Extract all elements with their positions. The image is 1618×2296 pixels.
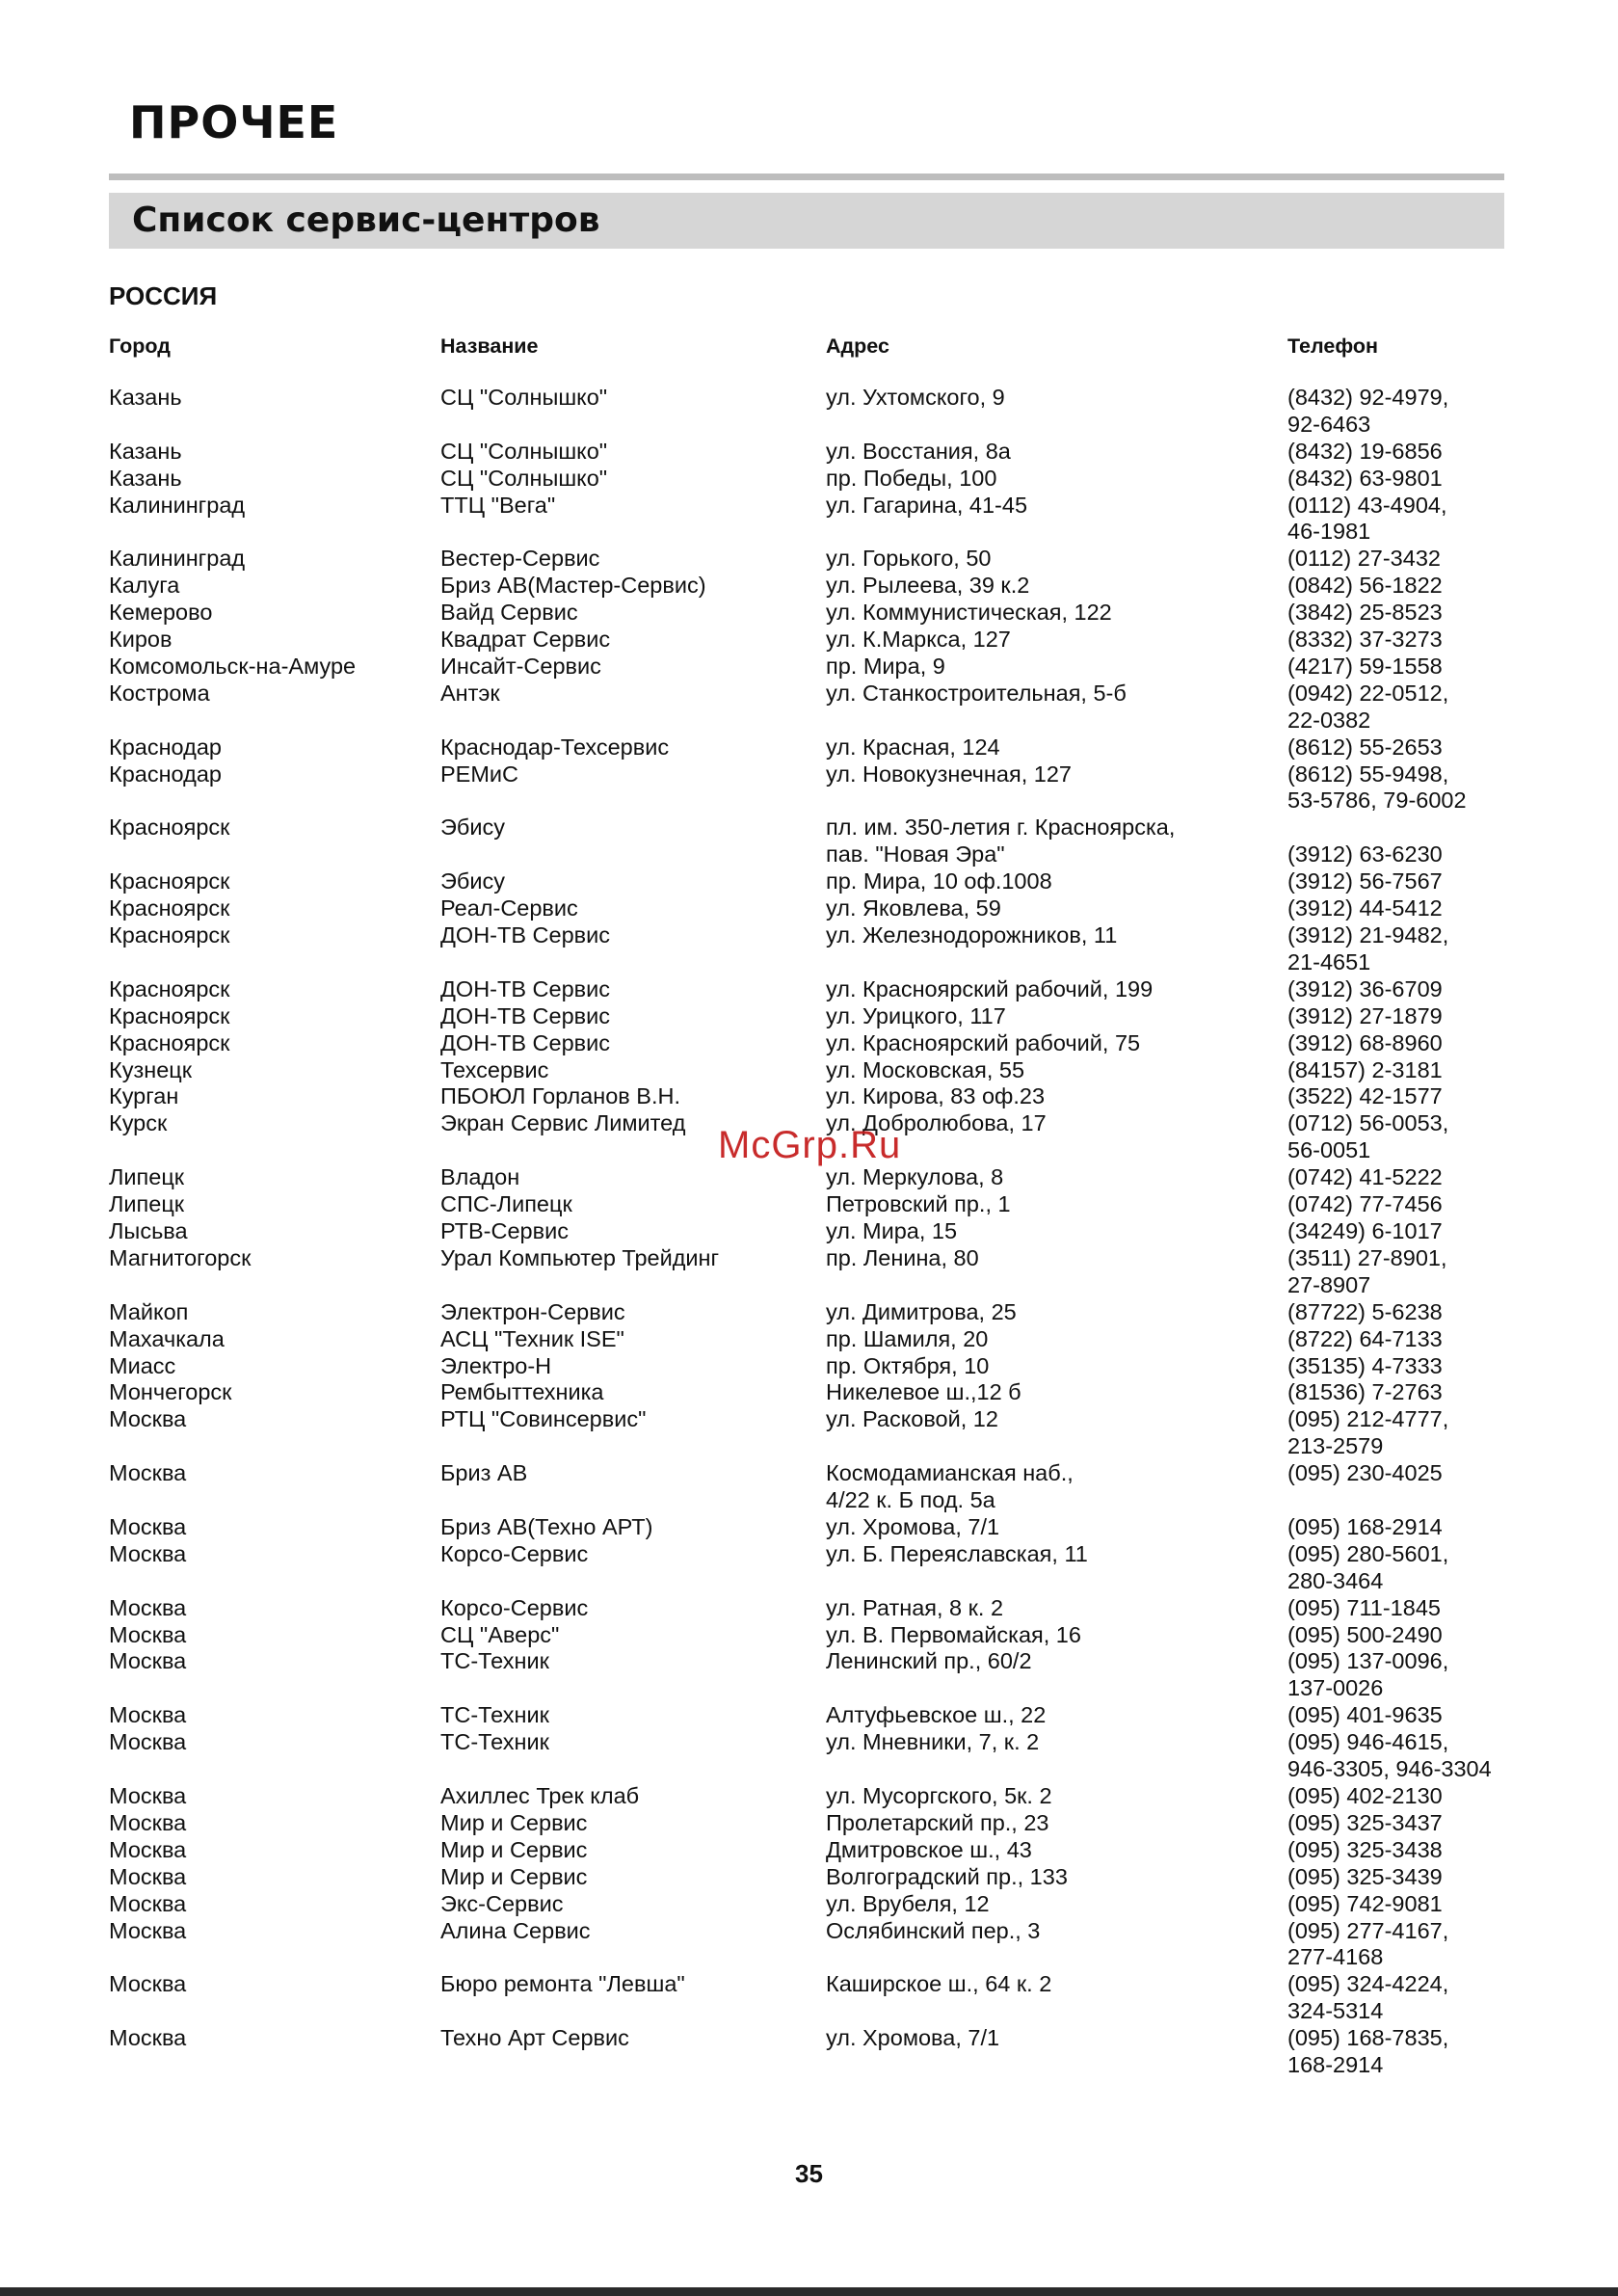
cell-city: Магнитогорск bbox=[109, 1244, 252, 1270]
cell-address: ул. Красноярский рабочий, 75 bbox=[826, 1029, 1141, 1055]
table-row bbox=[109, 1030, 1516, 1057]
page-bottom-edge bbox=[0, 2287, 1618, 2296]
cell-city: Липецк bbox=[109, 1191, 185, 1217]
table-row bbox=[109, 1864, 1516, 1891]
cell-phone: (095) 168-7835, 168-2914 bbox=[1287, 2025, 1449, 2078]
cell-address: ул. Мира, 15 bbox=[826, 1217, 958, 1243]
cell-address: ул. Меркулова, 8 bbox=[826, 1164, 1004, 1190]
cell-address: Ослябинский пер., 3 bbox=[826, 1917, 1041, 1943]
cell-city: Москва bbox=[109, 1783, 187, 1809]
cell-phone: (3842) 25-8523 bbox=[1287, 600, 1443, 626]
cell-address: ул. Димитрова, 25 bbox=[826, 1298, 1017, 1324]
service-center-table bbox=[109, 334, 1516, 2079]
cell-city: Красноярск bbox=[109, 922, 230, 948]
cell-city: Курск bbox=[109, 1110, 168, 1136]
cell-name: Мир и Сервис bbox=[440, 1809, 588, 1835]
cell-city: Москва bbox=[109, 2025, 187, 2051]
cell-city: Калининград bbox=[109, 546, 246, 572]
cell-address: ул. Гагарина, 41-45 bbox=[826, 492, 1028, 518]
cell-address: ул. Врубеля, 12 bbox=[826, 1890, 990, 1916]
cell-name: РТЦ "Совинсервис" bbox=[440, 1406, 647, 1432]
cell-city: Комсомольск-на-Амуре bbox=[109, 653, 357, 679]
cell-phone: (34249) 6-1017 bbox=[1287, 1217, 1443, 1243]
cell-phone: (3522) 42-1577 bbox=[1287, 1083, 1443, 1109]
cell-city: Москва bbox=[109, 1702, 187, 1728]
cell-name: ТТЦ "Вега" bbox=[440, 492, 556, 518]
cell-name: СЦ "Аверс" bbox=[440, 1621, 560, 1647]
cell-name: Вестер-Сервис bbox=[440, 546, 600, 572]
cell-city: Махачкала bbox=[109, 1325, 225, 1351]
cell-address: пр. Мира, 10 оф.1008 bbox=[826, 868, 1052, 894]
subtitle: Список сервис-центров bbox=[132, 200, 600, 240]
cell-address: пр. Мира, 9 bbox=[826, 653, 945, 679]
table-row bbox=[109, 439, 1516, 466]
cell-phone: (8612) 55-9498, 53-5786, 79-6002 bbox=[1287, 761, 1467, 814]
cell-name: Техсервис bbox=[440, 1056, 549, 1082]
table-row bbox=[109, 1406, 1516, 1460]
cell-name: ДОН-ТВ Сервис bbox=[440, 975, 611, 1001]
table-row bbox=[109, 976, 1516, 1003]
cell-city: Калуга bbox=[109, 573, 180, 599]
cell-address: ул. Мусоргского, 5к. 2 bbox=[826, 1783, 1052, 1809]
cell-name: Бюро ремонта "Левша" bbox=[440, 1971, 685, 1997]
table-row bbox=[109, 681, 1516, 734]
table-row bbox=[109, 466, 1516, 493]
cell-address: Никелевое ш.,12 б bbox=[826, 1379, 1021, 1405]
cell-city: Казань bbox=[109, 465, 182, 491]
cell-address: Волгоградский пр., 133 bbox=[826, 1863, 1068, 1889]
table-row bbox=[109, 1218, 1516, 1245]
cell-phone: (8432) 19-6856 bbox=[1287, 438, 1443, 464]
cell-phone: (35135) 4-7333 bbox=[1287, 1352, 1443, 1378]
cell-name: Алина Сервис bbox=[440, 1917, 591, 1943]
table-row bbox=[109, 1783, 1516, 1810]
cell-name: Ахиллес Трек клаб bbox=[440, 1783, 640, 1809]
cell-address: ул. Ратная, 8 к. 2 bbox=[826, 1594, 1004, 1620]
cell-address: ул. Рылеева, 39 к.2 bbox=[826, 573, 1030, 599]
table-row bbox=[109, 600, 1516, 627]
cell-name: Мир и Сервис bbox=[440, 1836, 588, 1862]
cell-name: Корсо-Сервис bbox=[440, 1594, 589, 1620]
cell-city: Казань bbox=[109, 438, 182, 464]
cell-phone: (3912) 56-7567 bbox=[1287, 868, 1443, 894]
cell-phone: (095) 168-2914 bbox=[1287, 1513, 1443, 1539]
cell-city: Мончегорск bbox=[109, 1379, 232, 1405]
cell-phone: (8432) 92-4979, 92-6463 bbox=[1287, 384, 1449, 437]
country-heading: РОССИЯ bbox=[109, 281, 218, 310]
cell-name: РТВ-Сервис bbox=[440, 1217, 569, 1243]
table-row bbox=[109, 1648, 1516, 1702]
table-row bbox=[109, 1622, 1516, 1649]
cell-address: ул. В. Первомайская, 16 bbox=[826, 1621, 1081, 1647]
table-row bbox=[109, 546, 1516, 573]
cell-city: Москва bbox=[109, 1648, 187, 1674]
cell-address: ул. К.Маркса, 127 bbox=[826, 627, 1011, 653]
cell-phone: (0742) 41-5222 bbox=[1287, 1164, 1443, 1190]
table-row bbox=[109, 734, 1516, 761]
table-row bbox=[109, 385, 1516, 439]
cell-city: Калининград bbox=[109, 492, 246, 518]
table-row bbox=[109, 573, 1516, 600]
table-header bbox=[109, 334, 1516, 360]
cell-address: ул. Хромова, 7/1 bbox=[826, 1513, 1000, 1539]
table-row bbox=[109, 627, 1516, 654]
cell-phone: (095) 280-5601, 280-3464 bbox=[1287, 1540, 1449, 1593]
cell-address: Алтуфьевское ш., 22 bbox=[826, 1702, 1047, 1728]
cell-address: ул. Новокузнечная, 127 bbox=[826, 761, 1072, 787]
cell-name: Квадрат Сервис bbox=[440, 627, 611, 653]
table-row bbox=[109, 2025, 1516, 2079]
table-row bbox=[109, 1541, 1516, 1595]
cell-phone: (0842) 56-1822 bbox=[1287, 573, 1443, 599]
cell-phone: (3912) 44-5412 bbox=[1287, 895, 1443, 921]
table-row bbox=[109, 1164, 1516, 1191]
table-row bbox=[109, 1729, 1516, 1783]
cell-phone: (095) 325-3439 bbox=[1287, 1863, 1443, 1889]
cell-address: Пролетарский пр., 23 bbox=[826, 1809, 1049, 1835]
cell-name: Экс-Сервис bbox=[440, 1890, 564, 1916]
cell-city: Москва bbox=[109, 1809, 187, 1835]
cell-name: Антэк bbox=[440, 680, 500, 706]
cell-address: ул. Добролюбова, 17 bbox=[826, 1110, 1047, 1136]
cell-phone: (095) 402-2130 bbox=[1287, 1783, 1443, 1809]
cell-name: ДОН-ТВ Сервис bbox=[440, 1002, 611, 1028]
cell-city: Казань bbox=[109, 384, 182, 410]
cell-phone: (095) 325-3438 bbox=[1287, 1836, 1443, 1862]
table-row bbox=[109, 1245, 1516, 1299]
cell-address: Петровский пр., 1 bbox=[826, 1191, 1011, 1217]
cell-name: Вайд Сервис bbox=[440, 600, 578, 626]
cell-address: Ленинский пр., 60/2 bbox=[826, 1648, 1032, 1674]
cell-phone: (3912) 68-8960 bbox=[1287, 1029, 1443, 1055]
cell-phone: (095) 946-4615, 946-3305, 946-3304 bbox=[1287, 1729, 1492, 1782]
cell-name: Инсайт-Сервис bbox=[440, 653, 601, 679]
table-row bbox=[109, 1891, 1516, 1918]
page-number: 35 bbox=[795, 2159, 823, 2188]
table-row bbox=[109, 1810, 1516, 1837]
table-row bbox=[109, 1460, 1516, 1514]
cell-city: Москва bbox=[109, 1540, 187, 1566]
cell-phone: (0112) 27-3432 bbox=[1287, 546, 1441, 572]
cell-city: Киров bbox=[109, 627, 172, 653]
cell-phone: (8722) 64-7133 bbox=[1287, 1325, 1443, 1351]
cell-address: Дмитровское ш., 43 bbox=[826, 1836, 1032, 1862]
cell-phone: (0712) 56-0053, 56-0051 bbox=[1287, 1110, 1449, 1163]
cell-name: СПС-Липецк bbox=[440, 1191, 572, 1217]
cell-name: Электро-Н bbox=[440, 1352, 552, 1378]
cell-name: Бриз АВ bbox=[440, 1460, 528, 1486]
cell-city: Москва bbox=[109, 1917, 187, 1943]
cell-name: Бриз АВ(Мастер-Сервис) bbox=[440, 573, 706, 599]
cell-name: СЦ "Солнышко" bbox=[440, 438, 608, 464]
cell-city: Красноярск bbox=[109, 868, 230, 894]
table-row bbox=[109, 895, 1516, 922]
cell-phone: (4217) 59-1558 bbox=[1287, 653, 1443, 679]
cell-city: Кострома bbox=[109, 680, 210, 706]
table-row bbox=[109, 654, 1516, 681]
table-row bbox=[109, 1191, 1516, 1218]
cell-name: Эбису bbox=[440, 814, 505, 841]
table-row bbox=[109, 1003, 1516, 1030]
cell-city: Москва bbox=[109, 1594, 187, 1620]
cell-city: Краснодар bbox=[109, 761, 222, 787]
cell-address: пр. Ленина, 80 bbox=[826, 1244, 979, 1270]
cell-address: ул. Расковой, 12 bbox=[826, 1406, 998, 1432]
cell-phone: (87722) 5-6238 bbox=[1287, 1298, 1443, 1324]
cell-phone: (3912) 27-1879 bbox=[1287, 1002, 1443, 1028]
section-title: ПРОЧЕЕ bbox=[129, 96, 339, 148]
cell-phone: (3912) 21-9482, 21-4651 bbox=[1287, 922, 1449, 974]
cell-address: ул. Восстания, 8а bbox=[826, 438, 1011, 464]
cell-phone: (095) 325-3437 bbox=[1287, 1809, 1443, 1835]
table-row bbox=[109, 1971, 1516, 2025]
cell-name: Бриз АВ(Техно АРТ) bbox=[440, 1513, 653, 1539]
cell-address: Космодамианская наб., 4/22 к. Б под. 5а bbox=[826, 1460, 1074, 1513]
cell-address: ул. Кирова, 83 оф.23 bbox=[826, 1083, 1046, 1109]
cell-city: Красноярск bbox=[109, 975, 230, 1001]
cell-phone: (3912) 63-6230 bbox=[1287, 841, 1443, 868]
table-row bbox=[109, 922, 1516, 976]
cell-address: ул. Хромова, 7/1 bbox=[826, 2025, 1000, 2051]
cell-name: ПБОЮЛ Горланов В.Н. bbox=[440, 1083, 680, 1109]
cell-address: ул. Б. Переяславская, 11 bbox=[826, 1540, 1088, 1566]
header-city: Город bbox=[109, 334, 171, 358]
cell-name: ТС-Техник bbox=[440, 1648, 549, 1674]
table-row bbox=[109, 761, 1516, 815]
cell-address: ул. Горького, 50 bbox=[826, 546, 992, 572]
cell-name: Урал Компьютер Трейдинг bbox=[440, 1244, 720, 1270]
cell-name: ТС-Техник bbox=[440, 1702, 549, 1728]
cell-name: Мир и Сервис bbox=[440, 1863, 588, 1889]
subtitle-bar bbox=[109, 193, 1504, 249]
table-row bbox=[109, 1299, 1516, 1326]
cell-name: Реал-Сервис bbox=[440, 895, 578, 921]
cell-city: Краснодар bbox=[109, 734, 222, 760]
cell-city: Москва bbox=[109, 1729, 187, 1755]
cell-name: СЦ "Солнышко" bbox=[440, 465, 608, 491]
cell-address: ул. Московская, 55 bbox=[826, 1056, 1025, 1082]
cell-city: Москва bbox=[109, 1621, 187, 1647]
table-row bbox=[109, 1083, 1516, 1110]
watermark: McGrp.Ru bbox=[718, 1124, 902, 1166]
cell-city: Миасс bbox=[109, 1352, 176, 1378]
table-row bbox=[109, 1918, 1516, 1972]
cell-phone: (84157) 2-3181 bbox=[1287, 1056, 1443, 1082]
table-row bbox=[109, 1514, 1516, 1541]
cell-name: Электрон-Сервис bbox=[440, 1298, 625, 1324]
cell-city: Москва bbox=[109, 1971, 187, 1997]
cell-city: Липецк bbox=[109, 1164, 185, 1190]
cell-address: ул. Красная, 124 bbox=[826, 734, 1000, 760]
cell-name: РЕМиС bbox=[440, 761, 519, 787]
cell-city: Кемерово bbox=[109, 600, 213, 626]
cell-address: ул. Мневники, 7, к. 2 bbox=[826, 1729, 1040, 1755]
cell-address: ул. Красноярский рабочий, 199 bbox=[826, 975, 1154, 1001]
table-row bbox=[109, 1326, 1516, 1353]
cell-city: Лысьва bbox=[109, 1217, 188, 1243]
cell-city: Красноярск bbox=[109, 814, 230, 841]
cell-address: Каширское ш., 64 к. 2 bbox=[826, 1971, 1052, 1997]
cell-phone: (3912) 36-6709 bbox=[1287, 975, 1443, 1001]
cell-phone: (095) 277-4167, 277-4168 bbox=[1287, 1917, 1449, 1970]
cell-phone: (0742) 77-7456 bbox=[1287, 1191, 1443, 1217]
cell-phone: (8432) 63-9801 bbox=[1287, 465, 1443, 491]
table-body bbox=[109, 385, 1516, 2079]
table-row bbox=[109, 1057, 1516, 1084]
cell-phone: (81536) 7-2763 bbox=[1287, 1379, 1443, 1405]
cell-city: Красноярск bbox=[109, 895, 230, 921]
table-row bbox=[109, 1595, 1516, 1622]
cell-address: пр. Шамиля, 20 bbox=[826, 1325, 989, 1351]
table-row bbox=[109, 1353, 1516, 1380]
cell-address: ул. Ухтомского, 9 bbox=[826, 384, 1005, 410]
cell-name: Эбису bbox=[440, 868, 505, 894]
cell-address: ул. Урицкого, 117 bbox=[826, 1002, 1006, 1028]
cell-phone: (095) 500-2490 bbox=[1287, 1621, 1443, 1647]
cell-address: ул. Коммунистическая, 122 bbox=[826, 600, 1112, 626]
table-row bbox=[109, 814, 1516, 868]
cell-phone: (095) 711-1845 bbox=[1287, 1594, 1441, 1620]
cell-name: Владон bbox=[440, 1164, 520, 1190]
cell-name: АСЦ "Техник ISE" bbox=[440, 1325, 624, 1351]
cell-phone: (095) 401-9635 bbox=[1287, 1702, 1443, 1728]
table-row bbox=[109, 1837, 1516, 1864]
cell-city: Москва bbox=[109, 1836, 187, 1862]
cell-city: Красноярск bbox=[109, 1002, 230, 1028]
cell-address: ул. Станкостроительная, 5-б bbox=[826, 680, 1127, 706]
header-phone: Телефон bbox=[1287, 334, 1378, 358]
cell-city: Москва bbox=[109, 1863, 187, 1889]
cell-city: Москва bbox=[109, 1460, 187, 1486]
cell-phone: (095) 137-0096, 137-0026 bbox=[1287, 1648, 1449, 1701]
cell-address: ул. Яковлева, 59 bbox=[826, 895, 1001, 921]
cell-city: Кузнецк bbox=[109, 1056, 193, 1082]
table-row bbox=[109, 1702, 1516, 1729]
cell-phone: (095) 742-9081 bbox=[1287, 1890, 1443, 1916]
header-name: Название bbox=[440, 334, 539, 358]
cell-name: Экран Сервис Лимитед bbox=[440, 1110, 686, 1136]
cell-name: ТС-Техник bbox=[440, 1729, 549, 1755]
cell-address: ул. Железнодорожников, 11 bbox=[826, 922, 1118, 948]
cell-phone: (095) 324-4224, 324-5314 bbox=[1287, 1971, 1449, 2024]
cell-name: Рембыттехника bbox=[440, 1379, 604, 1405]
header-address: Адрес bbox=[826, 334, 889, 358]
table-row bbox=[109, 868, 1516, 895]
cell-name: Краснодар-Техсервис bbox=[440, 734, 670, 760]
table-row bbox=[109, 1379, 1516, 1406]
cell-phone: (0942) 22-0512, 22-0382 bbox=[1287, 680, 1449, 733]
cell-address: пр. Октября, 10 bbox=[826, 1352, 990, 1378]
cell-phone: (3511) 27-8901, 27-8907 bbox=[1287, 1244, 1447, 1297]
cell-phone: (8332) 37-3273 bbox=[1287, 627, 1443, 653]
table-row bbox=[109, 493, 1516, 547]
cell-phone: (095) 230-4025 bbox=[1287, 1460, 1443, 1486]
cell-name: ДОН-ТВ Сервис bbox=[440, 1029, 611, 1055]
cell-city: Майкоп bbox=[109, 1298, 189, 1324]
cell-phone: (095) 212-4777, 213-2579 bbox=[1287, 1406, 1449, 1459]
cell-address: пл. им. 350-летия г. Красноярска, пав. "Новая Эра" bbox=[826, 814, 1176, 868]
cell-city: Москва bbox=[109, 1890, 187, 1916]
cell-city: Москва bbox=[109, 1406, 187, 1432]
title-rule bbox=[109, 174, 1504, 180]
cell-city: Москва bbox=[109, 1513, 187, 1539]
cell-phone: (0112) 43-4904, 46-1981 bbox=[1287, 492, 1447, 545]
cell-name: СЦ "Солнышко" bbox=[440, 384, 608, 410]
cell-city: Красноярск bbox=[109, 1029, 230, 1055]
cell-phone: (8612) 55-2653 bbox=[1287, 734, 1443, 760]
cell-address: пр. Победы, 100 bbox=[826, 465, 997, 491]
cell-name: Корсо-Сервис bbox=[440, 1540, 589, 1566]
cell-name: Техно Арт Сервис bbox=[440, 2025, 629, 2051]
cell-city: Курган bbox=[109, 1083, 179, 1109]
cell-name: ДОН-ТВ Сервис bbox=[440, 922, 611, 948]
